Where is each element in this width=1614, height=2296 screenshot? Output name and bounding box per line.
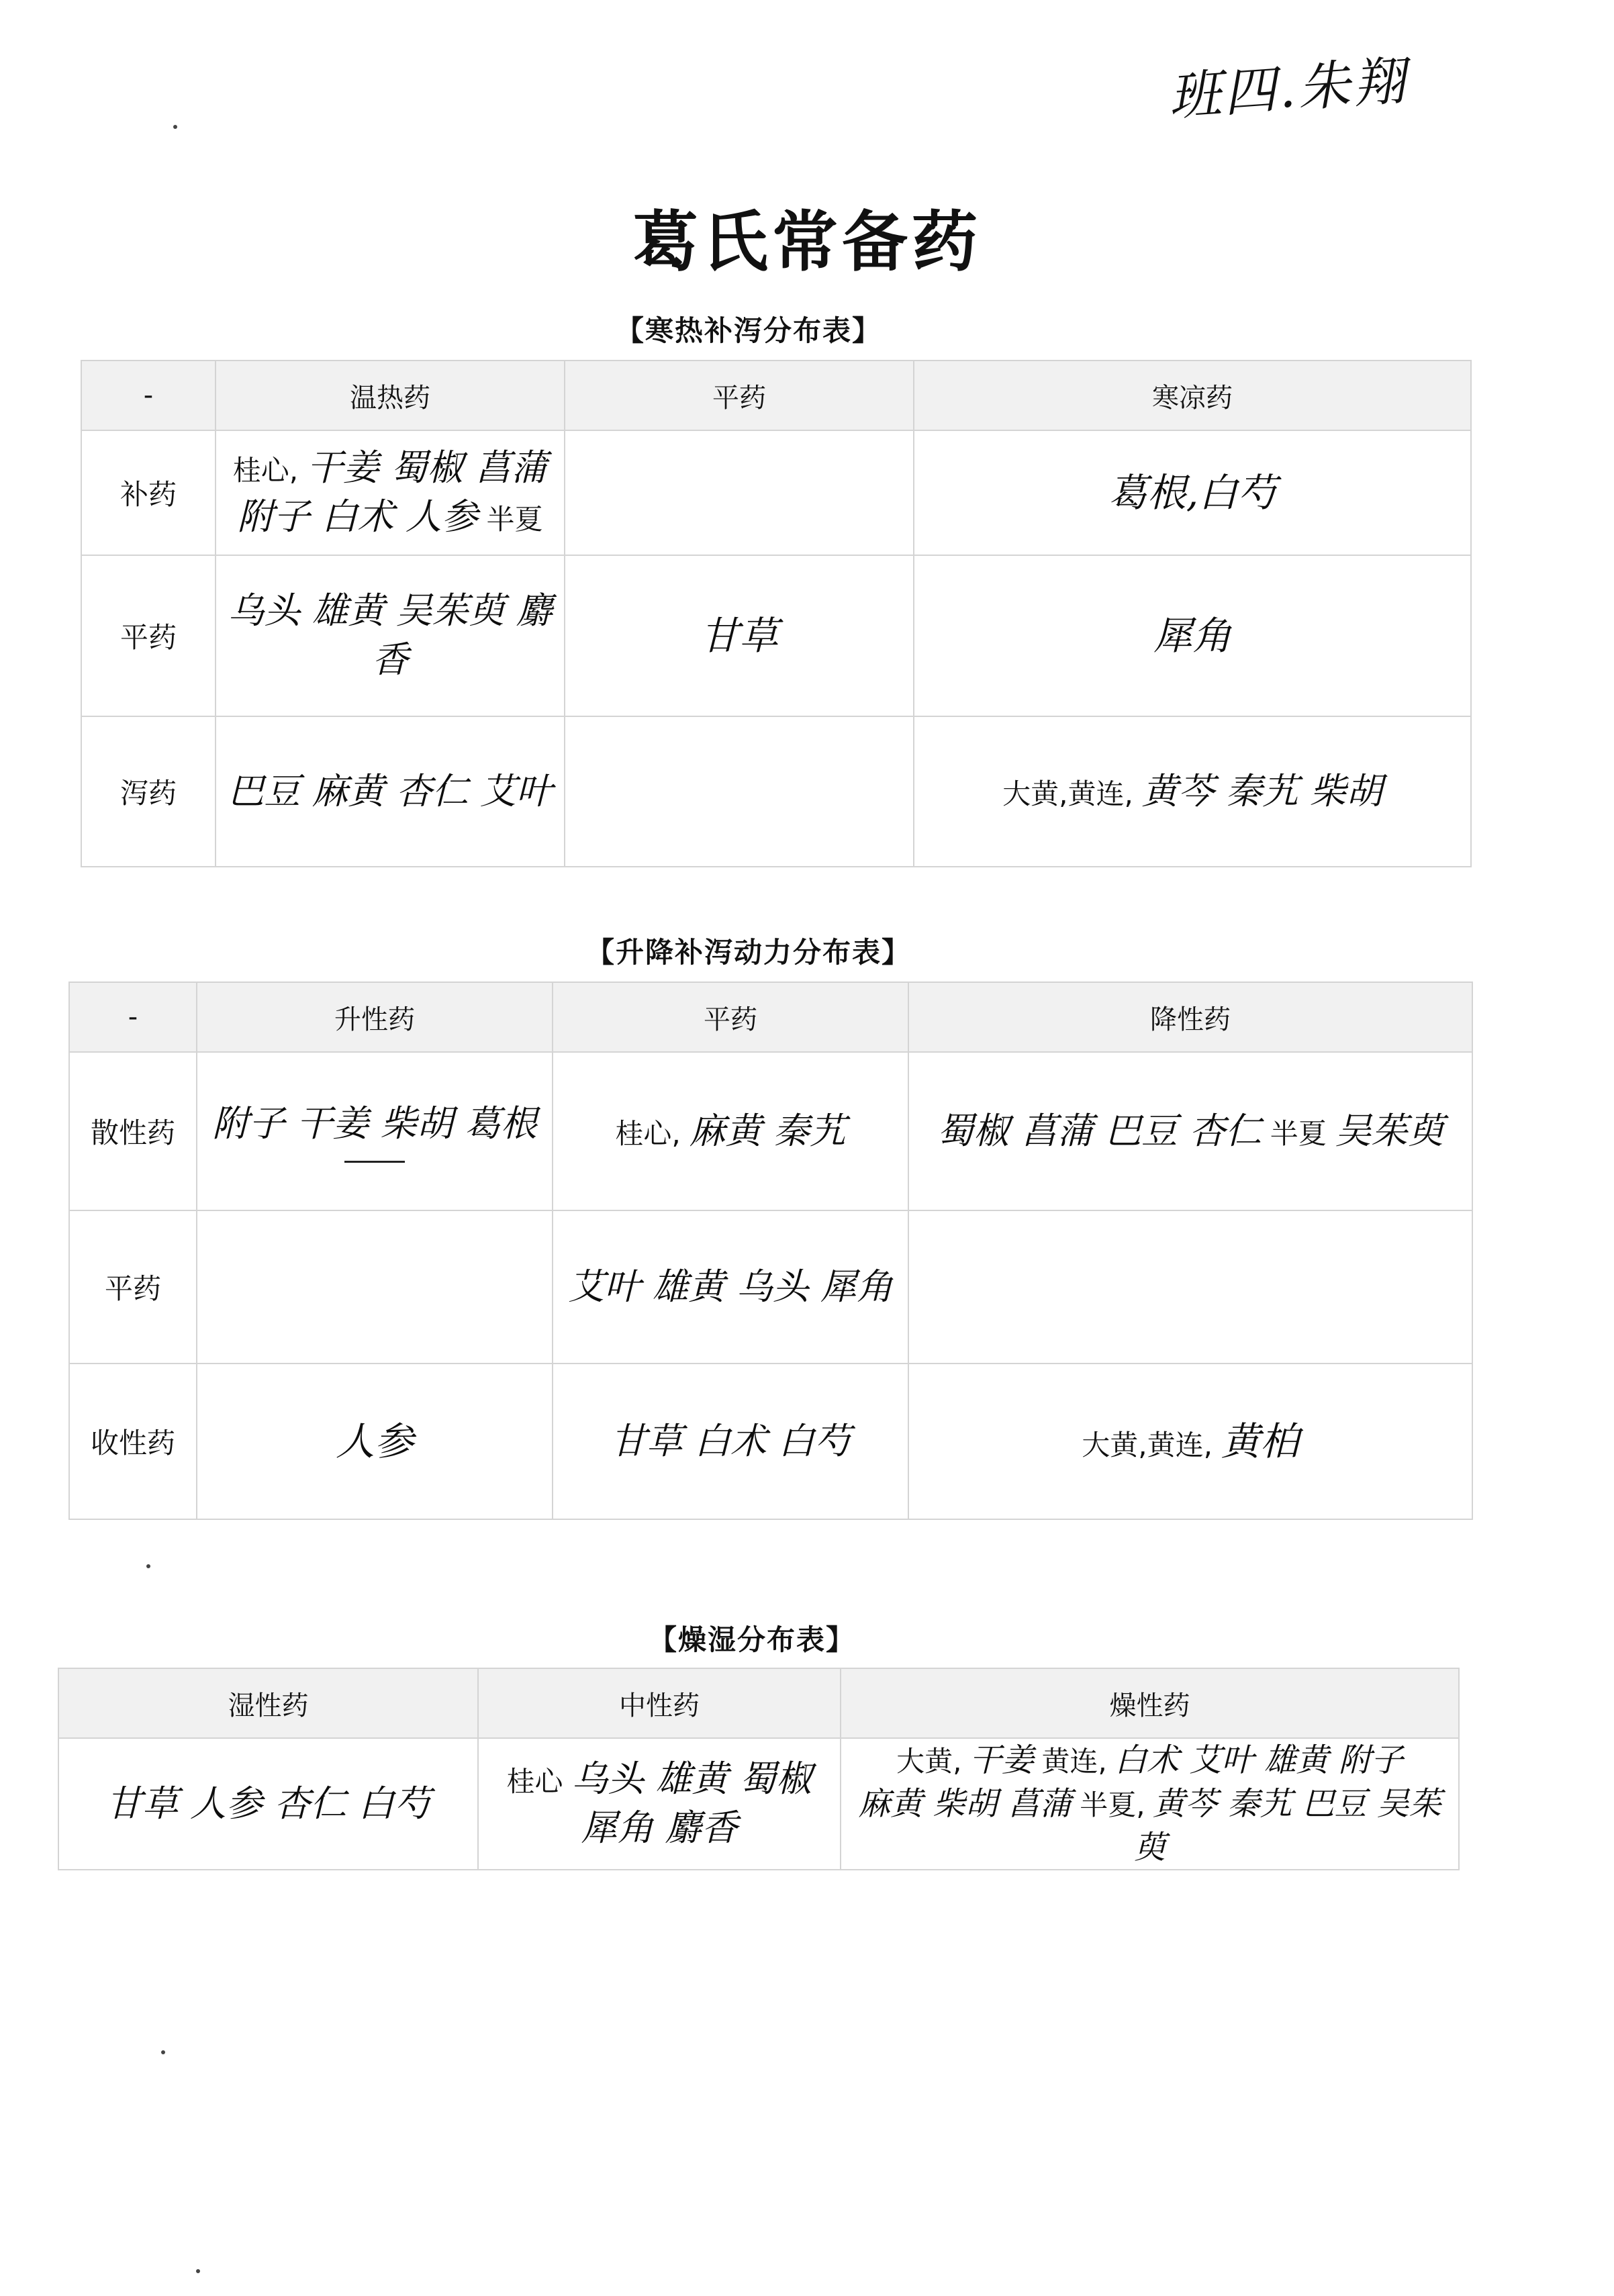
row-label: 补药 bbox=[81, 430, 216, 555]
table1-row-neutral bbox=[81, 555, 1471, 716]
handwritten-text: 乌头 雄黄 吴茱萸 麝香 bbox=[228, 589, 553, 681]
table-cell bbox=[914, 430, 1471, 555]
handwritten-text: 艾叶 雄黄 乌头 犀角 bbox=[568, 1265, 893, 1308]
handwritten-text: 巴豆 麻黄 杏仁 艾叶 bbox=[228, 769, 553, 812]
printed-text: 大黄,黄连, bbox=[1002, 777, 1133, 810]
handwritten-text: 麻黄 秦艽 bbox=[689, 1109, 846, 1152]
table3-col-header: 湿性药 bbox=[58, 1668, 478, 1738]
table2-col-header: 平药 bbox=[553, 982, 908, 1052]
table-cell-empty bbox=[908, 1210, 1472, 1364]
handwritten-text: 吴茱萸 bbox=[1335, 1109, 1444, 1152]
table-cell bbox=[197, 1364, 553, 1519]
table-cell bbox=[841, 1738, 1459, 1870]
ascend-descend-table bbox=[68, 982, 1473, 1520]
table3-col-header: 燥性药 bbox=[841, 1668, 1459, 1738]
table-cell bbox=[553, 1364, 908, 1519]
printed-text: 桂心 bbox=[506, 1765, 563, 1799]
table1-row-tonic bbox=[81, 430, 1471, 555]
table-cell bbox=[908, 1052, 1472, 1210]
page-title: 葛氏常备药 bbox=[632, 204, 982, 281]
printed-text: 半夏 bbox=[486, 503, 543, 536]
table1-corner: - bbox=[81, 361, 216, 430]
scan-speck bbox=[161, 2050, 165, 2054]
handwritten-text: 蜀椒 菖蒲 巴豆 杏仁 bbox=[937, 1109, 1262, 1152]
printed-text: 桂心, bbox=[232, 454, 299, 487]
table2-row-astringent bbox=[69, 1364, 1472, 1519]
row-label: 泻药 bbox=[81, 716, 216, 867]
table-cell-empty bbox=[565, 716, 914, 867]
row-label: 平药 bbox=[81, 555, 216, 716]
handwritten-class-name-note: 班四.朱翔 bbox=[1166, 50, 1410, 128]
table-cell bbox=[908, 1364, 1472, 1519]
handwritten-text: 甘草 bbox=[700, 612, 778, 659]
table2-header-row bbox=[69, 982, 1472, 1052]
table-cell bbox=[478, 1738, 841, 1870]
table1-col-header: 温热药 bbox=[216, 361, 565, 430]
scan-speck bbox=[146, 1564, 150, 1568]
cold-heat-table bbox=[81, 360, 1472, 867]
table3-col-header: 中性药 bbox=[478, 1668, 841, 1738]
table2-caption: 【升降补泻动力分布表】 bbox=[585, 936, 911, 969]
scan-speck bbox=[196, 2269, 200, 2273]
printed-text: 大黄, bbox=[896, 1745, 962, 1778]
handwritten-text: 犀角 bbox=[1153, 612, 1231, 659]
handwritten-text: 黄芩 秦艽 巴豆 吴茱萸 bbox=[1133, 1784, 1441, 1866]
table-cell bbox=[914, 555, 1471, 716]
printed-text: 半夏 bbox=[1270, 1116, 1327, 1150]
table2-row-neutral bbox=[69, 1210, 1472, 1364]
table-cell bbox=[58, 1738, 478, 1870]
table1-header-row bbox=[81, 361, 1471, 430]
table3-header-row bbox=[58, 1668, 1459, 1738]
printed-text: 黄连, bbox=[1041, 1745, 1107, 1778]
handwritten-text: 附子 干姜 柴胡 葛根 bbox=[212, 1102, 537, 1145]
table-cell bbox=[216, 716, 565, 867]
scan-speck bbox=[173, 125, 177, 129]
handwritten-dash bbox=[344, 1161, 405, 1163]
handwritten-text: 人参 bbox=[335, 1418, 414, 1464]
handwritten-text: 附子 白术 人参 bbox=[237, 495, 478, 538]
table1-caption: 【寒热补泻分布表】 bbox=[615, 314, 882, 347]
table1-col-header: 寒凉药 bbox=[914, 361, 1471, 430]
dry-damp-table bbox=[58, 1668, 1460, 1870]
table-cell bbox=[565, 555, 914, 716]
row-label: 收性药 bbox=[69, 1364, 197, 1519]
table-cell-empty bbox=[197, 1210, 553, 1364]
table1-row-purgative bbox=[81, 716, 1471, 867]
handwritten-text: 麻黄 柴胡 菖蒲 bbox=[858, 1784, 1072, 1823]
row-label: 平药 bbox=[69, 1210, 197, 1364]
table-cell bbox=[216, 555, 565, 716]
table-cell bbox=[914, 716, 1471, 867]
table1-col-header: 平药 bbox=[565, 361, 914, 430]
handwritten-text: 甘草 人参 杏仁 白芍 bbox=[105, 1782, 431, 1825]
handwritten-text: 黄芩 秦艽 柴胡 bbox=[1141, 769, 1382, 812]
handwritten-text: 甘草 白术 白芍 bbox=[610, 1419, 851, 1462]
table2-corner: - bbox=[69, 982, 197, 1052]
row-label: 散性药 bbox=[69, 1052, 197, 1210]
table-cell-empty bbox=[565, 430, 914, 555]
table2-col-header: 降性药 bbox=[908, 982, 1472, 1052]
table3-body-row bbox=[58, 1738, 1459, 1870]
handwritten-text: 干姜 bbox=[969, 1741, 1034, 1779]
printed-text: 半夏, bbox=[1080, 1788, 1145, 1821]
table3-caption: 【燥湿分布表】 bbox=[648, 1623, 855, 1656]
printed-text: 大黄,黄连, bbox=[1082, 1428, 1213, 1462]
handwritten-text: 乌头 雄黄 蜀椒 bbox=[571, 1758, 812, 1801]
table2-row-dispersing bbox=[69, 1052, 1472, 1210]
handwritten-text: 葛根,白芍 bbox=[1108, 469, 1277, 516]
table2-col-header: 升性药 bbox=[197, 982, 553, 1052]
handwritten-text: 白术 艾叶 雄黄 附子 bbox=[1114, 1741, 1403, 1779]
printed-text: 桂心, bbox=[615, 1116, 681, 1150]
handwritten-text: 犀角 麝香 bbox=[581, 1807, 738, 1850]
table-cell bbox=[216, 430, 565, 555]
table-cell bbox=[553, 1052, 908, 1210]
table-cell bbox=[553, 1210, 908, 1364]
handwritten-text: 黄柏 bbox=[1221, 1418, 1299, 1464]
table-cell bbox=[197, 1052, 553, 1210]
handwritten-text: 干姜 蜀椒 菖蒲 bbox=[306, 446, 548, 489]
